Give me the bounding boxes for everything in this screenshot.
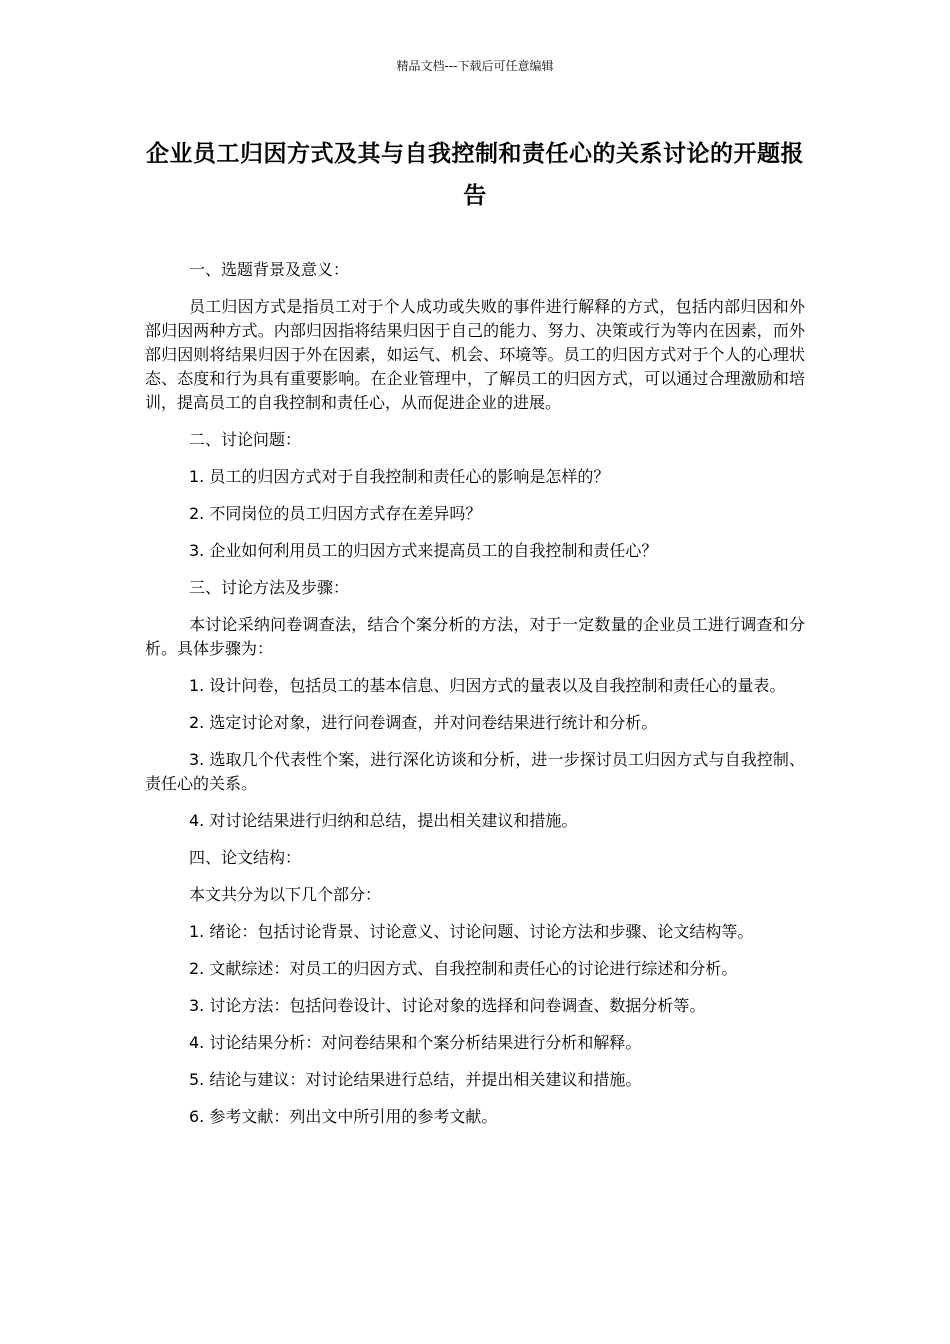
list-item: 3. 讨论方法：包括问卷设计、讨论对象的选择和问卷调查、数据分析等。 (189, 996, 706, 1015)
paragraph: 员工归因方式是指员工对于个人成功或失败的事件进行解释的方式，包括内部归因和外部归因两种方式。内部归因指将结果归因于自己的能力、努力、决策或行为等内在因素，而外部归因则将结果归因于外在因素，如运气、机会、环境等。员工的归因方式对于个人的心理状态、态度和行为具有重要影响。在企业管理中，了解员工的归因方式，可以通过合理激励和培训，提高员工的自我控制和责任心，从而促进企业的进展。 (145, 297, 805, 412)
list-item: 5. 结论与建议：对讨论结果进行总结，并提出相关建议和措施。 (189, 1070, 642, 1089)
section-heading: 二、讨论问题： (189, 430, 302, 449)
list-item: 4. 讨论结果分析：对问卷结果和个案分析结果进行分析和解释。 (189, 1033, 642, 1052)
list-item: 1. 员工的归因方式对于自我控制和责任心的影响是怎样的？ (189, 467, 610, 486)
paragraph: 本文共分为以下几个部分： (189, 885, 382, 904)
document-title: 企业员工归因方式及其与自我控制和责任心的关系讨论的开题报告 (146, 141, 804, 209)
document-body (145, 258, 805, 1142)
list-item: 6. 参考文献：列出文中所引用的参考文献。 (189, 1107, 498, 1126)
list-item: 2. 选定讨论对象，进行问卷调查，并对问卷结果进行统计和分析。 (189, 713, 658, 732)
list-item: 1. 设计问卷，包括员工的基本信息、归因方式的量表以及自我控制和责任心的量表。 (189, 676, 786, 695)
list-item: 1. 绪论：包括讨论背景、讨论意义、讨论问题、讨论方法和步骤、论文结构等。 (189, 922, 754, 941)
section-heading: 一、选题背景及意义： (189, 260, 350, 279)
list-item: 3. 企业如何利用员工的归因方式来提高员工的自我控制和责任心？ (189, 541, 658, 560)
section-heading: 四、论文结构： (189, 848, 302, 867)
list-item: 3. 选取几个代表性个案，进行深化访谈和分析，进一步探讨员工归因方式与自我控制、责任心的关系。 (145, 750, 805, 793)
section-heading: 三、讨论方法及步骤： (189, 578, 350, 597)
list-item: 4. 对讨论结果进行归纳和总结，提出相关建议和措施。 (189, 811, 578, 830)
list-item: 2. 文献综述：对员工的归因方式、自我控制和责任心的讨论进行综述和分析。 (189, 959, 738, 978)
header-note: 精品文档---下载后可任意编辑 (396, 59, 554, 73)
list-item: 2. 不同岗位的员工归因方式存在差异吗？ (189, 504, 482, 523)
paragraph: 本讨论采纳问卷调查法，结合个案分析的方法，对于一定数量的企业员工进行调查和分析。具体步骤为： (145, 615, 805, 658)
